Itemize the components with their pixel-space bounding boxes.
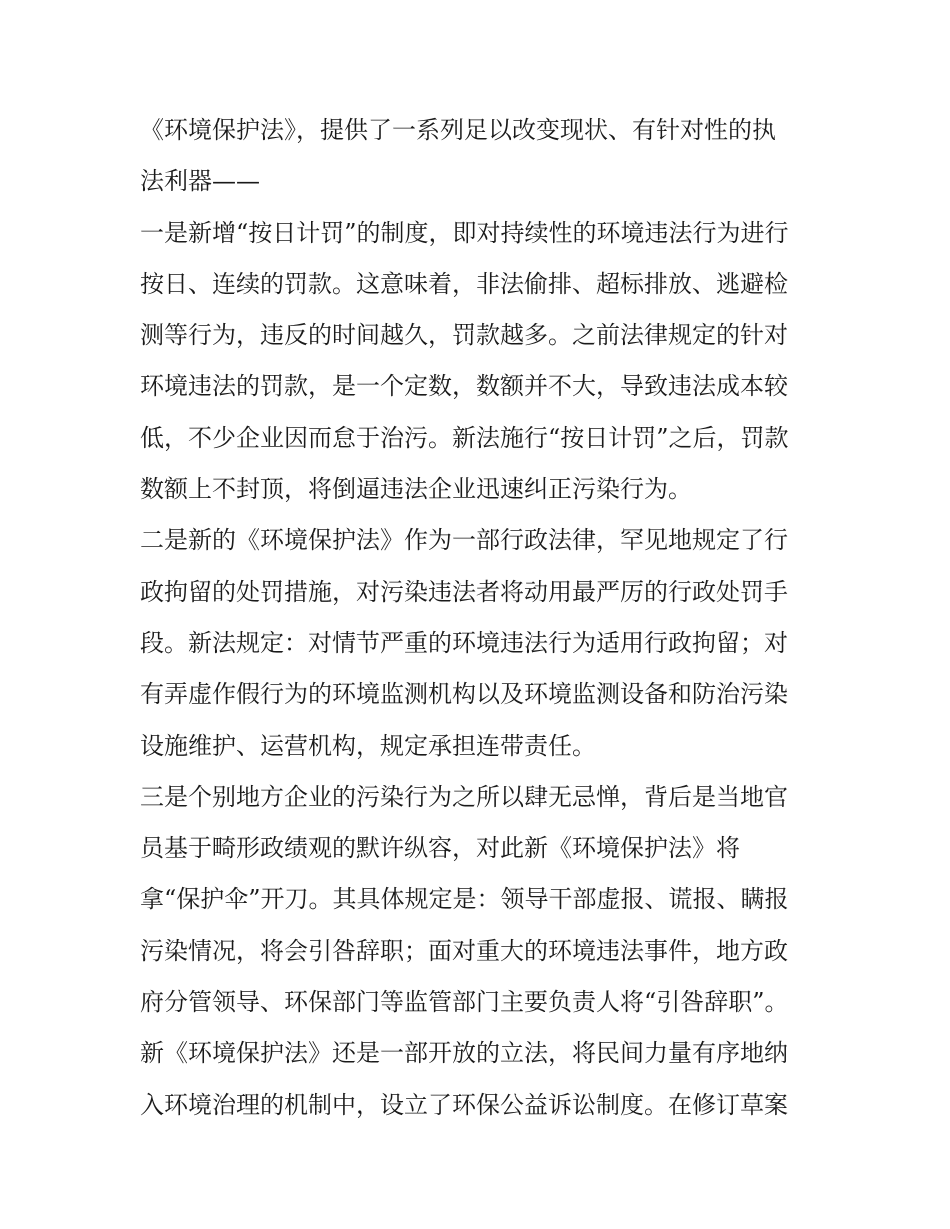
text-line: 三是个别地方企业的污染行为之所以肆无忌惮，背后是当地官 bbox=[140, 782, 788, 811]
text-line: 入环境治理的机制中，设立了环保公益诉讼制度。在修订草案 bbox=[140, 1090, 788, 1119]
text-line: 污染情况，将会引咎辞职；面对重大的环境违法事件，地方政 bbox=[140, 936, 788, 965]
text-line: 府分管领导、环保部门等监管部门主要负责人将“引咎辞职”。 bbox=[140, 988, 789, 1017]
text-line: 低，不少企业因而怠于治污。新法施行“按日计罚”之后，罚款 bbox=[140, 423, 789, 452]
text-line: 新《环境保护法》还是一部开放的立法，将民间力量有序地纳 bbox=[140, 1039, 788, 1068]
text-line: 员基于畸形政绩观的默许纵容，对此新《环境保护法》将 bbox=[140, 834, 740, 863]
document-body bbox=[140, 105, 820, 1131]
text-line: 法利器—— bbox=[140, 167, 260, 196]
text-line: 数额上不封顶，将倒逼违法企业迅速纠正污染行为。 bbox=[140, 475, 692, 504]
text-line: 设施维护、运营机构，规定承担连带责任。 bbox=[140, 731, 596, 760]
text-line: 《环境保护法》，提供了一系列足以改变现状、有针对性的执 bbox=[140, 116, 776, 144]
text-line: 二是新的《环境保护法》作为一部行政法律，罕见地规定了行 bbox=[140, 526, 788, 555]
text-line: 段。新法规定：对情节严重的环境违法行为适用行政拘留；对 bbox=[140, 628, 788, 657]
text-line: 有弄虚作假行为的环境监测机构以及环境监测设备和防治污染 bbox=[140, 680, 788, 709]
text-line: 环境违法的罚款，是一个定数，数额并不大，导致违法成本较 bbox=[140, 372, 788, 401]
text-line: 政拘留的处罚措施，对污染违法者将动用最严厉的行政处罚手 bbox=[140, 577, 788, 606]
text-line: 按日、连续的罚款。这意味着，非法偷排、超标排放、逃避检 bbox=[140, 269, 788, 298]
text-line: 测等行为，违反的时间越久，罚款越多。之前法律规定的针对 bbox=[140, 321, 788, 350]
text-line: 拿“保护伞”开刀。其具体规定是：领导干部虚报、谎报、瞒报 bbox=[140, 885, 789, 914]
text-line: 一是新增“按日计罚”的制度，即对持续性的环境违法行为进行 bbox=[140, 218, 789, 247]
